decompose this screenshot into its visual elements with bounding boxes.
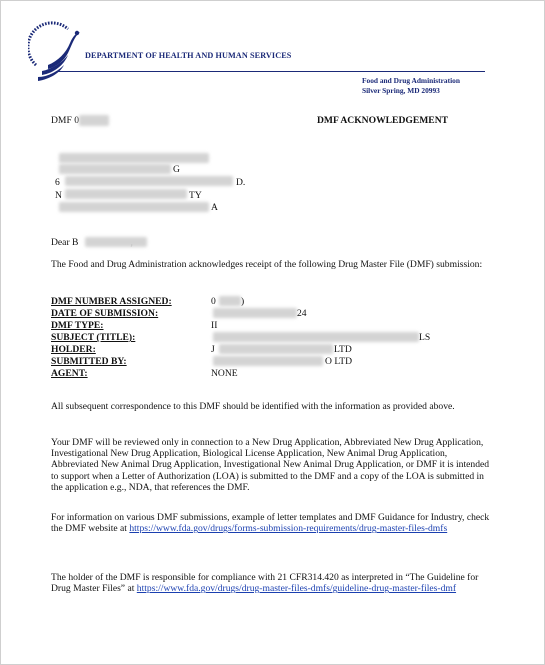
hhs-eagle-logo-icon xyxy=(28,21,86,83)
dmf-reference: DMF 0 xyxy=(51,115,79,126)
field-label-date: DATE OF SUBMISSION: xyxy=(51,308,159,319)
correspondence-paragraph: All subsequent correspondence to this DMF should be identified with the information as provided above. xyxy=(51,401,455,412)
field-value-dmf-number: 0 xyxy=(211,296,216,307)
holder-paragraph xyxy=(51,572,491,594)
redaction xyxy=(59,153,209,163)
redaction xyxy=(65,189,187,199)
info-paragraph xyxy=(51,512,491,534)
redaction xyxy=(59,164,171,174)
field-value-date: 24 xyxy=(297,308,307,319)
redaction xyxy=(59,202,209,212)
field-label-subject: SUBJECT (TITLE): xyxy=(51,332,136,343)
address-line: TY xyxy=(189,190,202,201)
field-value-submitted-by: O LTD xyxy=(325,356,353,367)
redaction xyxy=(219,344,333,354)
dmf-guideline-link[interactable]: https://www.fda.gov/drugs/drug-master-files-dmfs/guideline-drug-master-files-dmf xyxy=(136,583,457,595)
field-label-dmf-type: DMF TYPE: xyxy=(51,320,104,331)
redaction xyxy=(213,308,297,318)
address-line: G xyxy=(173,164,180,175)
holder-text: The holder of the DMF is responsible for compliance with 21 CFR314.420 as interpreted in “The Guideline for Drug Master Files” at xyxy=(51,572,479,595)
field-value-dmf-number-end: ) xyxy=(241,296,245,307)
department-name: DEPARTMENT OF HEALTH AND HUMAN SERVICES xyxy=(85,51,292,60)
address-line: A xyxy=(211,202,218,213)
field-value-holder: J xyxy=(211,344,215,355)
agency-line-1: Food and Drug Administration xyxy=(362,76,460,85)
review-paragraph: Your DMF will be reviewed only in connection to a New Drug Application, Abbreviated New Drug Application, Investigational New Drug Application, Biological License Application, New Animal Drug Application, Abbreviated New Animal Drug Application, Investigational New Animal Drug Application, or DMF it is intended to support when a Letter of Authorization (LOA) is submitted to the DMF and a copy of the LOA is submitted in the application e.g., NDA, that references the DMF. xyxy=(51,437,490,493)
redaction xyxy=(219,296,241,306)
agency-line-2: Silver Spring, MD 20993 xyxy=(362,86,440,95)
redaction xyxy=(213,356,323,366)
salutation-text: Dear B xyxy=(51,237,79,248)
field-label-holder: HOLDER: xyxy=(51,344,96,355)
field-value-agent: NONE xyxy=(211,368,238,379)
letter-title: DMF ACKNOWLEDGEMENT xyxy=(317,115,449,126)
redaction xyxy=(79,115,109,126)
intro-paragraph: The Food and Drug Administration acknowledges receipt of the following Drug Master File (DMF) submission: xyxy=(51,259,483,270)
field-label-submitted-by: SUBMITTED BY: xyxy=(51,356,127,367)
info-text: For information on various DMF submissions, example of letter templates and DMF Guidance for Industry, check the DMF website at xyxy=(51,512,490,535)
dmf-website-link[interactable]: https://www.fda.gov/drugs/forms-submission-requirements/drug-master-files-dmfs xyxy=(129,523,448,535)
address-line: D. xyxy=(236,177,246,188)
field-value-subject: LS xyxy=(419,332,431,343)
redaction xyxy=(213,332,419,342)
agency-address xyxy=(362,76,460,96)
redaction xyxy=(85,237,147,247)
address-line: N xyxy=(55,190,62,201)
redaction xyxy=(65,176,233,186)
address-line: 6 xyxy=(55,177,60,188)
field-label-dmf-number: DMF NUMBER ASSIGNED: xyxy=(51,296,172,307)
field-value-dmf-type: II xyxy=(211,320,218,331)
header-rule xyxy=(58,71,485,72)
field-value-holder-end: LTD xyxy=(334,344,352,355)
field-label-agent: AGENT: xyxy=(51,368,88,379)
